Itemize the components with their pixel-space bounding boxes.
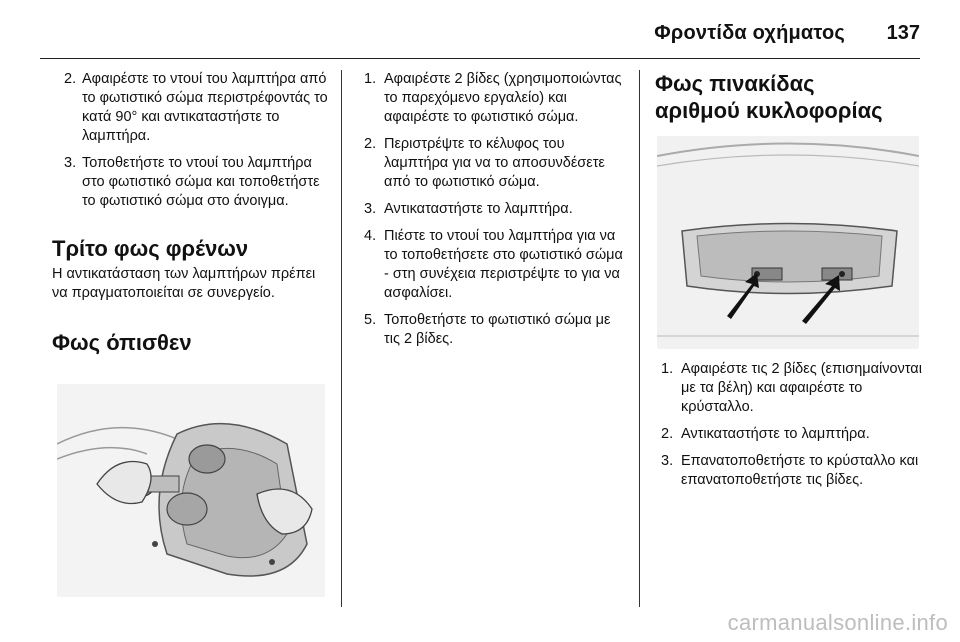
column-right [655, 70, 925, 124]
column-left [52, 70, 330, 356]
list-item [358, 227, 626, 303]
column-divider [639, 70, 640, 607]
step-text: Αφαιρέστε τις 2 βίδες (επισημαίνονται με τα βέλη) και αφαιρέστε το κρύσταλλο. [681, 361, 922, 415]
list-item [358, 135, 626, 192]
step-number: 2. [661, 426, 674, 442]
step-text: Αντικαταστήστε το λαμπτήρα. [681, 426, 870, 442]
page-header [0, 0, 960, 60]
list-item [655, 425, 925, 444]
step-number: 3. [661, 453, 674, 469]
page-number: 137 [886, 22, 920, 44]
heading-reverse-light: Φως όπισθεν [52, 330, 192, 355]
step-number: 3. [64, 155, 77, 171]
list-item [358, 311, 626, 349]
column-middle [358, 70, 626, 357]
step-number: 5. [364, 312, 377, 328]
section-title: Φροντίδα οχήματος [654, 22, 845, 44]
step-number: 1. [364, 71, 377, 87]
step-number: 3. [364, 201, 377, 217]
header-divider [40, 58, 920, 59]
step-text: Περιστρέψτε το κέλυφος του λαμπτήρα για να το αποσυνδέσετε από το φωτιστικό σώμα. [384, 136, 605, 190]
step-number: 2. [364, 136, 377, 152]
list-item [52, 154, 330, 211]
step-list [358, 70, 626, 349]
step-list [655, 360, 925, 490]
step-text: Αφαιρέστε το ντουί του λαμπτήρα από το φωτιστικό σώμα περιστρέφοντάς το κατά 90° και αντικαταστήστε το λαμπτήρα. [82, 71, 328, 144]
list-item [52, 70, 330, 146]
column-divider [341, 70, 342, 607]
list-item [358, 200, 626, 219]
step-number: 4. [364, 228, 377, 244]
license-plate-light-illustration [657, 136, 919, 349]
step-list [52, 70, 330, 211]
column-right-steps [655, 360, 925, 498]
step-text: Αφαιρέστε 2 βίδες (χρησιμοποιώντας το παρεχόμενο εργαλείο) και αφαιρέστε το φωτιστικό σώμα. [384, 71, 622, 125]
heading-license-plate-light: Φως πινακίδας αριθμού κυκλοφορίας [655, 71, 883, 123]
step-number: 1. [661, 361, 674, 377]
step-text: Επανατοποθετήστε το κρύσταλλο και επανατοποθετήστε τις βίδες. [681, 453, 919, 488]
step-text: Τοποθετήστε το φωτιστικό σώμα με τις 2 βίδες. [384, 312, 611, 347]
list-item [655, 452, 925, 490]
step-text: Πιέστε το ντουί του λαμπτήρα για να το τοποθετήσετε στο φωτιστικό σώμα - στη συνέχεια περιστρέψτε το για να ασφαλίσει. [384, 228, 623, 301]
brake-light-text: Η αντικατάσταση των λαμπτήρων πρέπει να πραγματοποιείται σε συνεργείο. [52, 266, 316, 301]
step-text: Αντικαταστήστε το λαμπτήρα. [384, 201, 573, 217]
heading-third-brake-light: Τρίτο φως φρένων [52, 236, 249, 261]
step-number: 2. [64, 71, 77, 87]
reverse-light-illustration [57, 384, 325, 597]
list-item [358, 70, 626, 127]
watermark: carmanualsonline.info [727, 610, 948, 635]
list-item [655, 360, 925, 417]
step-text: Τοποθετήστε το ντουί του λαμπτήρα στο φωτιστικό σώμα και τοποθετήστε το φωτιστικό σώμα στο άνοιγμα. [82, 155, 320, 209]
